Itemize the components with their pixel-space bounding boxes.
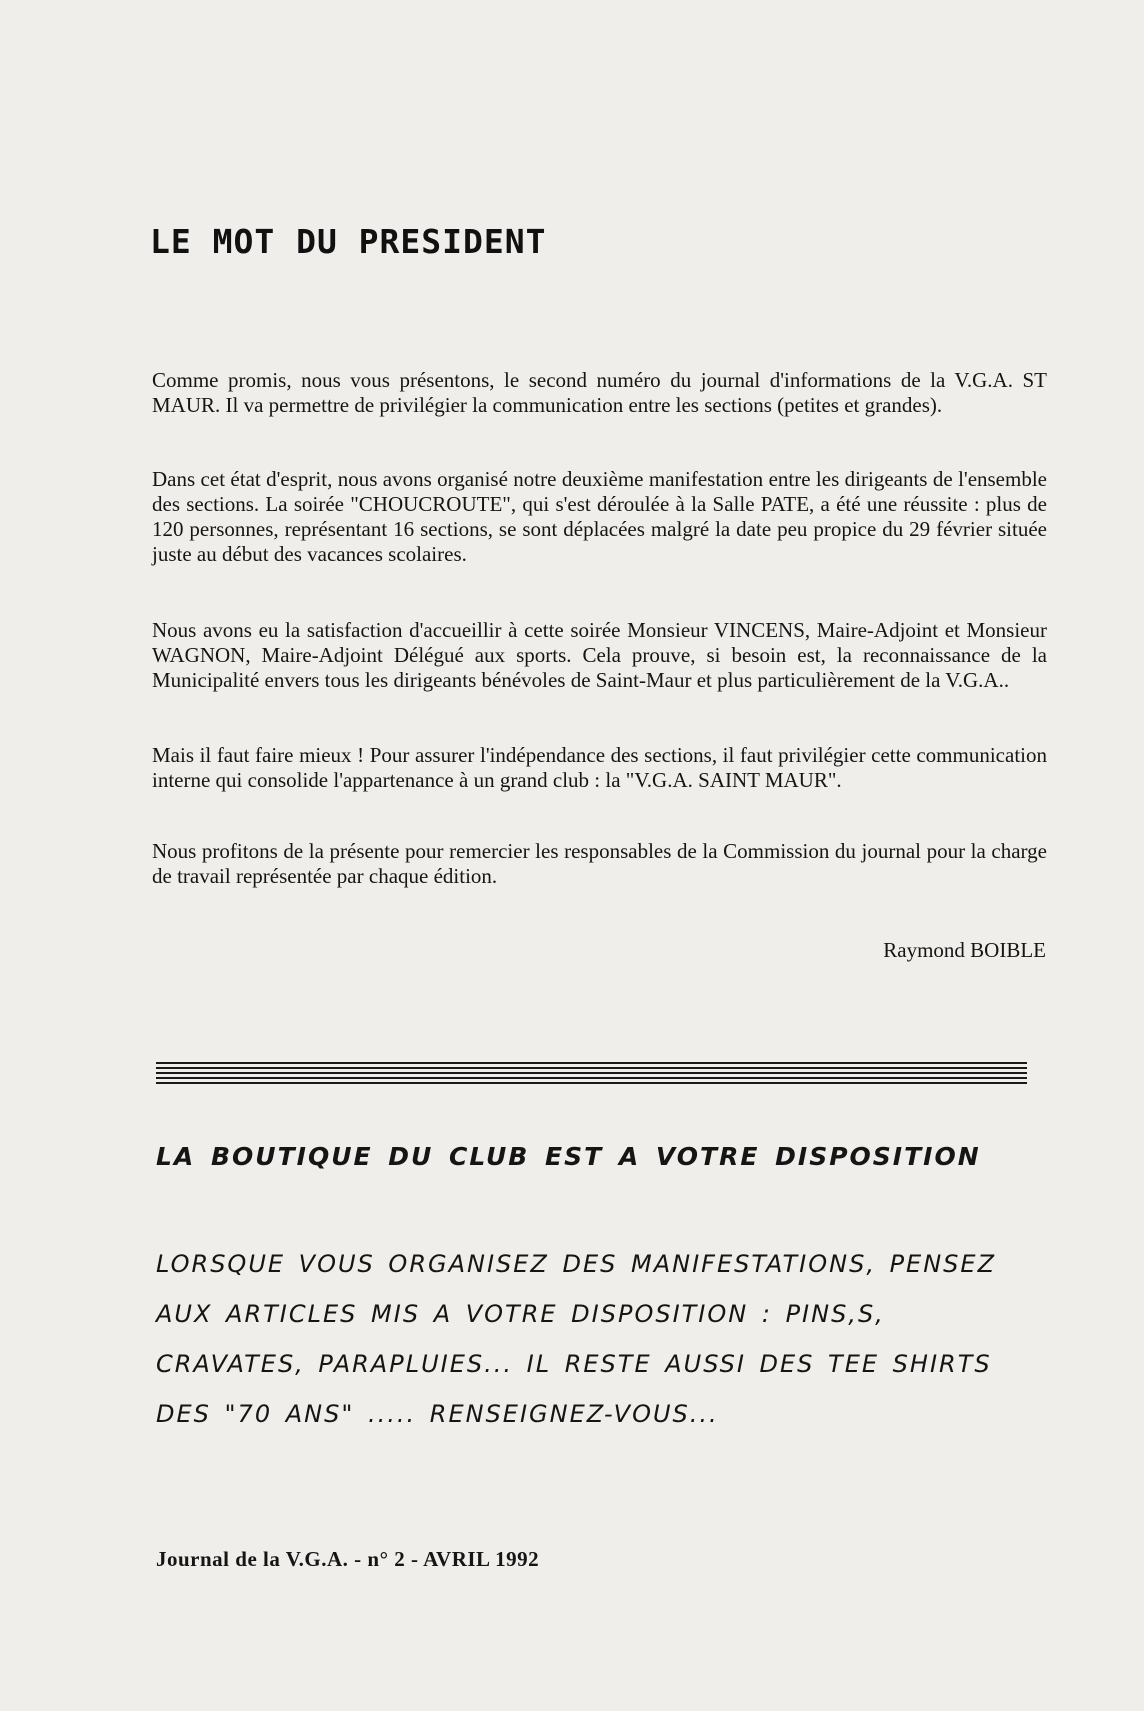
boutique-line-3: CRAVATES, PARAPLUIES... IL RESTE AUSSI DES TEE SHIRTS — [156, 1350, 992, 1378]
paragraph-3: Nous avons eu la satisfaction d'accueillir à cette soirée Monsieur VINCENS, Maire-Adjoint et Monsieur WAGNON, Maire-Adjoint Délégué aux sports. Cela prouve, si besoin est, la reconnaissance de la Municipalité envers tous les dirigeants bénévoles de Saint-Maur et plus particulièrement de la V.G.A.. — [152, 618, 1047, 692]
boutique-line-1: LORSQUE VOUS ORGANISEZ DES MANIFESTATIONS, PENSEZ — [156, 1250, 997, 1278]
paragraph-1: Comme promis, nous vous présentons, le second numéro du journal d'informations de la V.G.A. ST MAUR. Il va permettre de privilégier la communication entre les sections (petites et grandes). — [152, 368, 1047, 417]
divider-rule — [156, 1062, 1027, 1086]
boutique-line-2: AUX ARTICLES MIS A VOTRE DISPOSITION : PINS,S, — [156, 1300, 885, 1328]
boutique-heading: LA BOUTIQUE DU CLUB EST A VOTRE DISPOSITION — [156, 1142, 981, 1171]
page-title: LE MOT DU PRESIDENT — [150, 222, 547, 262]
paragraph-2: Dans cet état d'esprit, nous avons organisé notre deuxième manifestation entre les dirigeants de l'ensemble des sections. La soirée "CHOUCROUTE", qui s'est déroulée à la Salle PATE, a été une réussite : plus de 120 personnes, représentant 16 sections, se sont déplacées malgré la date peu propice du 29 février située juste au début des vacances scolaires. — [152, 467, 1047, 566]
paragraph-4: Mais il faut faire mieux ! Pour assurer l'indépendance des sections, il faut privilégier cette communication interne qui consolide l'appartenance à un grand club : la "V.G.A. SAINT MAUR". — [152, 743, 1047, 792]
signature: Raymond BOIBLE — [883, 938, 1046, 962]
journal-footer: Journal de la V.G.A. - n° 2 - AVRIL 1992 — [156, 1547, 540, 1571]
paragraph-5: Nous profitons de la présente pour remercier les responsables de la Commission du journal pour la charge de travail représentée par chaque édition. — [152, 839, 1047, 888]
boutique-line-4: DES "70 ANS" ..... RENSEIGNEZ-VOUS... — [156, 1400, 719, 1428]
